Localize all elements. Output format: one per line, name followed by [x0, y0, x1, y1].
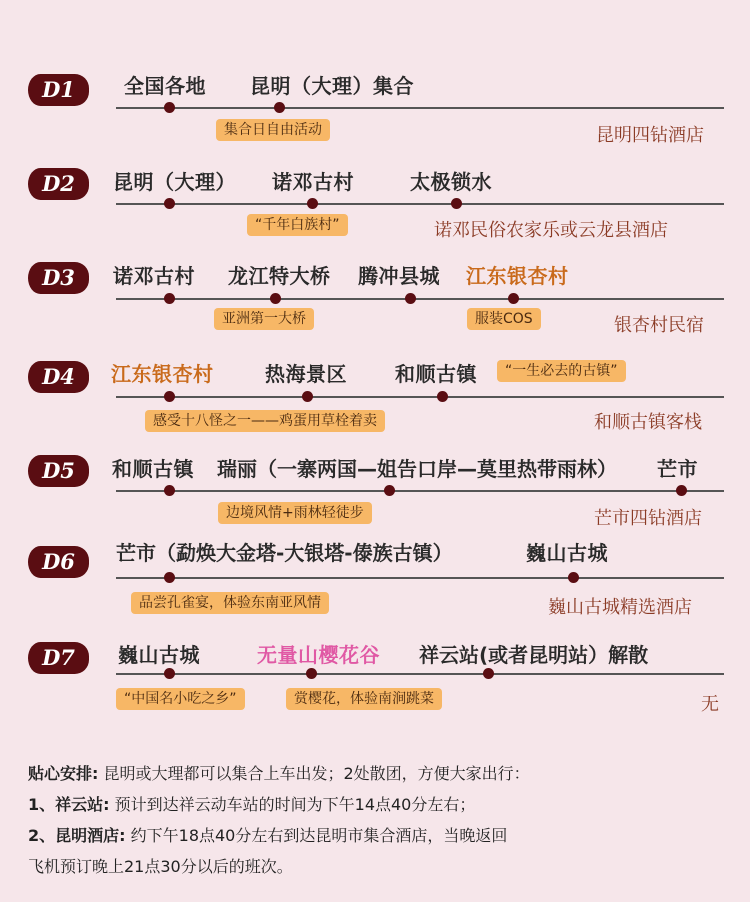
day-badge: D7 — [28, 642, 89, 674]
day-badge: D2 — [28, 168, 89, 200]
route-line — [116, 107, 724, 109]
route-dot — [483, 668, 494, 679]
day-badge: D6 — [28, 546, 89, 578]
tag: 集合日自由活动 — [216, 119, 330, 141]
route-line — [116, 490, 724, 492]
route-dot — [270, 293, 281, 304]
note-label: 1、祥云站: — [28, 795, 110, 814]
route-dot — [274, 102, 285, 113]
note-text: 昆明或大理都可以集合上车出发；2处散团，方便大家出行： — [103, 764, 530, 783]
route-line — [116, 298, 724, 300]
hotel: 无 — [701, 694, 719, 715]
note-label: 贴心安排: — [28, 764, 99, 783]
stop: 巍山古城 — [118, 643, 200, 667]
note-text: 飞机预订晚上21点30分以后的班次。 — [28, 857, 293, 876]
day-badge: D4 — [28, 361, 89, 393]
notes — [28, 758, 728, 882]
stop: 和顺古镇 — [395, 362, 477, 386]
route-dot — [164, 572, 175, 583]
tag: 亚洲第一大桥 — [214, 308, 314, 330]
stop: 瑞丽（一寨两国—姐告口岸—莫里热带雨林） — [217, 457, 617, 481]
hotel: 诺邓民俗农家乐或云龙县酒店 — [434, 220, 668, 241]
stop: 芒市 — [657, 457, 698, 481]
tag: 赏樱花，体验南涧跳菜 — [286, 688, 442, 710]
route-line — [116, 396, 724, 398]
route-line — [116, 577, 724, 579]
day-badge: D5 — [28, 455, 89, 487]
note-line — [28, 789, 728, 820]
route-dot — [676, 485, 687, 496]
route-dot — [405, 293, 416, 304]
route-dot — [307, 198, 318, 209]
tag: 品尝孔雀宴，体验东南亚风情 — [131, 592, 329, 614]
stop: 全国各地 — [124, 74, 206, 98]
tag: 感受十八怪之一——鸡蛋用草栓着卖 — [145, 410, 385, 432]
note-label: 2、昆明酒店: — [28, 826, 126, 845]
route-dot — [451, 198, 462, 209]
hotel: 芒市四钻酒店 — [594, 508, 702, 529]
route-dot — [384, 485, 395, 496]
stop-highlight: 无量山樱花谷 — [257, 643, 380, 667]
note-line — [28, 851, 728, 882]
stop: 昆明（大理） — [113, 170, 236, 194]
stop: 巍山古城 — [526, 541, 608, 565]
stop: 腾冲县城 — [358, 264, 440, 288]
route-dot — [164, 102, 175, 113]
route-line — [116, 203, 724, 205]
route-dot — [437, 391, 448, 402]
route-dot — [508, 293, 519, 304]
route-dot — [164, 198, 175, 209]
note-text: 约下午18点40分左右到达昆明市集合酒店，当晚返回 — [130, 826, 508, 845]
stop: 祥云站(或者昆明站）解散 — [419, 643, 649, 667]
hotel: 和顺古镇客栈 — [594, 412, 702, 433]
stop: 昆明（大理）集合 — [250, 74, 414, 98]
route-dot — [306, 668, 317, 679]
stop: 芒市（勐焕大金塔-大银塔-傣族古镇） — [116, 541, 453, 565]
tag: “一生必去的古镇” — [497, 360, 626, 382]
route-dot — [164, 668, 175, 679]
stop-highlight: 江东银杏村 — [111, 362, 214, 386]
route-line — [116, 673, 724, 675]
tag: “中国名小吃之乡” — [116, 688, 245, 710]
route-dot — [164, 391, 175, 402]
day-badge: D3 — [28, 262, 89, 294]
route-dot — [568, 572, 579, 583]
route-dot — [164, 293, 175, 304]
note-text: 预计到达祥云动车站的时间为下午14点40分左右； — [114, 795, 476, 814]
hotel: 昆明四钻酒店 — [596, 125, 704, 146]
tag: “千年白族村” — [247, 214, 348, 236]
note-line — [28, 758, 728, 789]
stop-highlight: 江东银杏村 — [466, 264, 569, 288]
tag: 服装COS — [467, 308, 541, 330]
stop: 诺邓古村 — [113, 264, 195, 288]
stop: 诺邓古村 — [272, 170, 354, 194]
hotel: 银杏村民宿 — [614, 315, 704, 336]
stop: 热海景区 — [265, 362, 347, 386]
hotel: 巍山古城精选酒店 — [548, 597, 692, 618]
day-badge: D1 — [28, 74, 89, 106]
stop: 和顺古镇 — [112, 457, 194, 481]
stop: 龙江特大桥 — [228, 264, 331, 288]
route-dot — [302, 391, 313, 402]
note-line — [28, 820, 728, 851]
stop: 太极锁水 — [410, 170, 492, 194]
route-dot — [164, 485, 175, 496]
tag: 边境风情+雨林轻徒步 — [218, 502, 372, 524]
